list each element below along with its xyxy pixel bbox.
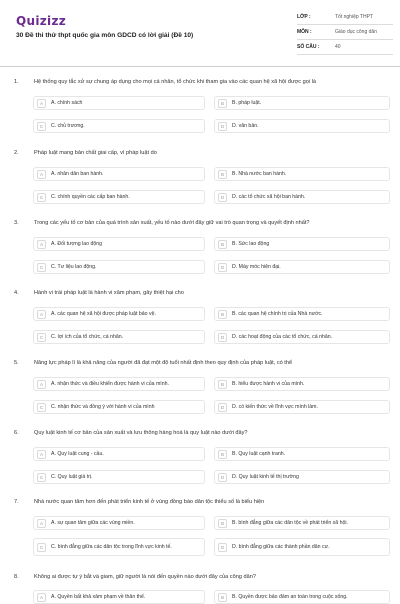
- option-d[interactable]: [214, 260, 390, 274]
- option-c[interactable]: [33, 190, 205, 204]
- question-number: 6.: [14, 430, 19, 436]
- option-letter-badge: C: [37, 193, 46, 202]
- option-letter-badge: C: [37, 263, 46, 272]
- option-text: B. bình đẳng giữa các dân tộc về phát triển xã hội.: [232, 520, 348, 526]
- meta-value: Tốt nghiệp THPT: [335, 14, 373, 20]
- option-text: A. các quan hệ xã hội được pháp luật bảo vệ.: [51, 311, 156, 317]
- question-text: Trong các yếu tố cơ bản của quá trình sản xuất, yếu tố nào dưới đây giữ vai trò quan trọng và quyết định nhất?: [34, 220, 310, 226]
- option-letter-badge: D: [218, 403, 227, 412]
- option-letter-badge: D: [218, 193, 227, 202]
- option-a[interactable]: [33, 377, 205, 391]
- question-text: Năng lực pháp lí là khả năng của người đã đạt một độ tuổi nhất định theo quy định của pháp luật, có thể: [34, 360, 293, 366]
- option-text: C. Tư liệu lao động.: [51, 264, 97, 270]
- meta-table: [297, 10, 393, 55]
- option-text: D. có kiến thức về lĩnh vực mình làm.: [232, 404, 318, 410]
- option-a[interactable]: [33, 447, 205, 461]
- question-number: 3.: [14, 220, 19, 226]
- option-letter-badge: A: [37, 450, 46, 459]
- option-letter-badge: C: [37, 543, 46, 552]
- option-b[interactable]: [214, 590, 390, 604]
- option-a[interactable]: [33, 167, 205, 181]
- option-letter-badge: D: [218, 333, 227, 342]
- option-text: A. Quy luật cung - cầu.: [51, 451, 104, 457]
- option-a[interactable]: [33, 516, 205, 530]
- option-text: D. các hoạt động của các tổ chức, cá nhân.: [232, 334, 333, 340]
- option-d[interactable]: [214, 190, 390, 204]
- option-text: D. các tổ chức xã hội ban hành.: [232, 194, 306, 200]
- meta-value: 40: [335, 44, 341, 50]
- option-b[interactable]: [214, 96, 390, 110]
- option-letter-badge: A: [37, 99, 46, 108]
- option-b[interactable]: [214, 516, 390, 530]
- option-a[interactable]: [33, 307, 205, 321]
- option-text: C. nhận thức và đồng ý với hành vi của mình: [51, 404, 155, 410]
- option-b[interactable]: [214, 307, 390, 321]
- header-divider: [0, 66, 400, 67]
- option-text: A. Quyền bất khả xâm phạm về thân thể.: [51, 594, 146, 600]
- option-letter-badge: C: [37, 473, 46, 482]
- question-number: 2.: [14, 150, 19, 156]
- option-c[interactable]: [33, 260, 205, 274]
- option-b[interactable]: [214, 447, 390, 461]
- option-letter-badge: A: [37, 240, 46, 249]
- option-text: D. bình đẳng giữa các thành phần dân cư.: [232, 544, 330, 550]
- option-letter-badge: B: [218, 593, 227, 602]
- option-text: B. Nhà nước ban hành.: [232, 171, 287, 177]
- option-letter-badge: D: [218, 473, 227, 482]
- option-letter-badge: B: [218, 519, 227, 528]
- option-d[interactable]: [214, 538, 390, 556]
- option-letter-badge: D: [218, 263, 227, 272]
- option-text: A. nhân dân ban hành.: [51, 171, 104, 177]
- question-number: 7.: [14, 499, 19, 505]
- option-d[interactable]: [214, 330, 390, 344]
- option-text: A. Đối tượng lao động: [51, 241, 102, 247]
- question-number: 4.: [14, 290, 19, 296]
- option-letter-badge: B: [218, 99, 227, 108]
- option-text: B. hiểu được hành vi của mình.: [232, 381, 305, 387]
- question-number: 1.: [14, 79, 19, 85]
- option-d[interactable]: [214, 119, 390, 133]
- meta-key: SỐ CÂU :: [297, 44, 320, 50]
- option-letter-badge: C: [37, 122, 46, 131]
- option-letter-badge: B: [218, 240, 227, 249]
- meta-value: Giáo dục công dân: [335, 29, 377, 35]
- option-text: C. Quy luật giá trị.: [51, 474, 93, 480]
- option-letter-badge: B: [218, 310, 227, 319]
- option-a[interactable]: [33, 590, 205, 604]
- option-letter-badge: D: [218, 122, 227, 131]
- question-text: Pháp luật mang bản chất giai cấp, vì pháp luật do: [34, 150, 157, 156]
- option-a[interactable]: [33, 96, 205, 110]
- question-text: Không ai được tự ý bắt và giam, giữ người là nói đến quyền nào dưới đây của công dân?: [34, 574, 256, 580]
- meta-row-subject: [297, 25, 393, 40]
- question-number: 8.: [14, 574, 19, 580]
- option-d[interactable]: [214, 470, 390, 484]
- option-text: C. chủ trương.: [51, 123, 85, 129]
- quizizz-logo[interactable]: Quizizz: [16, 14, 67, 28]
- meta-key: MÔN :: [297, 29, 312, 35]
- option-a[interactable]: [33, 237, 205, 251]
- option-c[interactable]: [33, 400, 205, 414]
- option-c[interactable]: [33, 119, 205, 133]
- option-text: B. Quyền được bảo đảm an toàn trong cuộc sống.: [232, 594, 348, 600]
- option-b[interactable]: [214, 237, 390, 251]
- option-text: A. nhận thức và điều khiển được hành vi của mình.: [51, 381, 169, 387]
- option-c[interactable]: [33, 538, 205, 556]
- question-text: Hệ thống quy tắc xử sự chung áp dụng cho mọi cá nhân, tổ chức khi tham gia vào các quan hệ xã hội được gọi là: [34, 79, 317, 85]
- meta-key: LỚP :: [297, 14, 311, 20]
- option-text: C. chính quyền các cấp ban hành.: [51, 194, 130, 200]
- option-b[interactable]: [214, 377, 390, 391]
- option-text: B. Quy luật cạnh tranh.: [232, 451, 286, 457]
- option-letter-badge: D: [218, 543, 227, 552]
- question-text: Hành vi trái pháp luật là hành vi xâm phạm, gây thiệt hại cho: [34, 290, 184, 296]
- meta-row-grade: [297, 10, 393, 25]
- option-text: D. Máy móc hiện đại.: [232, 264, 281, 270]
- question-number: 5.: [14, 360, 19, 366]
- option-text: C. lợi ích của tổ chức, cá nhân.: [51, 334, 124, 340]
- document-title: 30 Đề thi thử thpt quốc gia môn GDCD có lời giải (Đề 10): [16, 32, 194, 39]
- option-text: C. bình đẳng giữa các dân tộc trong lĩnh vực kinh tế.: [51, 544, 172, 550]
- option-letter-badge: B: [218, 380, 227, 389]
- option-c[interactable]: [33, 330, 205, 344]
- option-text: A. sự quan tâm giữa các vùng miền.: [51, 520, 135, 526]
- document-header: [0, 0, 400, 62]
- option-c[interactable]: [33, 470, 205, 484]
- option-letter-badge: A: [37, 310, 46, 319]
- meta-row-count: [297, 40, 393, 55]
- option-text: D. văn bản.: [232, 123, 259, 129]
- option-letter-badge: C: [37, 403, 46, 412]
- option-b[interactable]: [214, 167, 390, 181]
- option-text: A. chính sách: [51, 100, 83, 106]
- option-text: D. Quy luật kinh tế thị trường: [232, 474, 299, 480]
- option-text: B. pháp luật.: [232, 100, 262, 106]
- option-letter-badge: B: [218, 450, 227, 459]
- question-text: Nhà nước quan tâm hơn đến phát triển kinh tế ở vùng đồng bào dân tộc thiểu số là biểu hiện: [34, 499, 265, 505]
- option-text: B. Sức lao động: [232, 241, 270, 247]
- option-letter-badge: C: [37, 333, 46, 342]
- option-letter-badge: A: [37, 593, 46, 602]
- option-letter-badge: A: [37, 519, 46, 528]
- question-text: Quy luật kinh tế cơ bản của sản xuất và lưu thông hàng hoá là quy luật nào dưới đây?: [34, 430, 248, 436]
- option-letter-badge: A: [37, 170, 46, 179]
- option-letter-badge: A: [37, 380, 46, 389]
- option-d[interactable]: [214, 400, 390, 414]
- option-text: B. các quan hệ chính trị của Nhà nước.: [232, 311, 323, 317]
- option-letter-badge: B: [218, 170, 227, 179]
